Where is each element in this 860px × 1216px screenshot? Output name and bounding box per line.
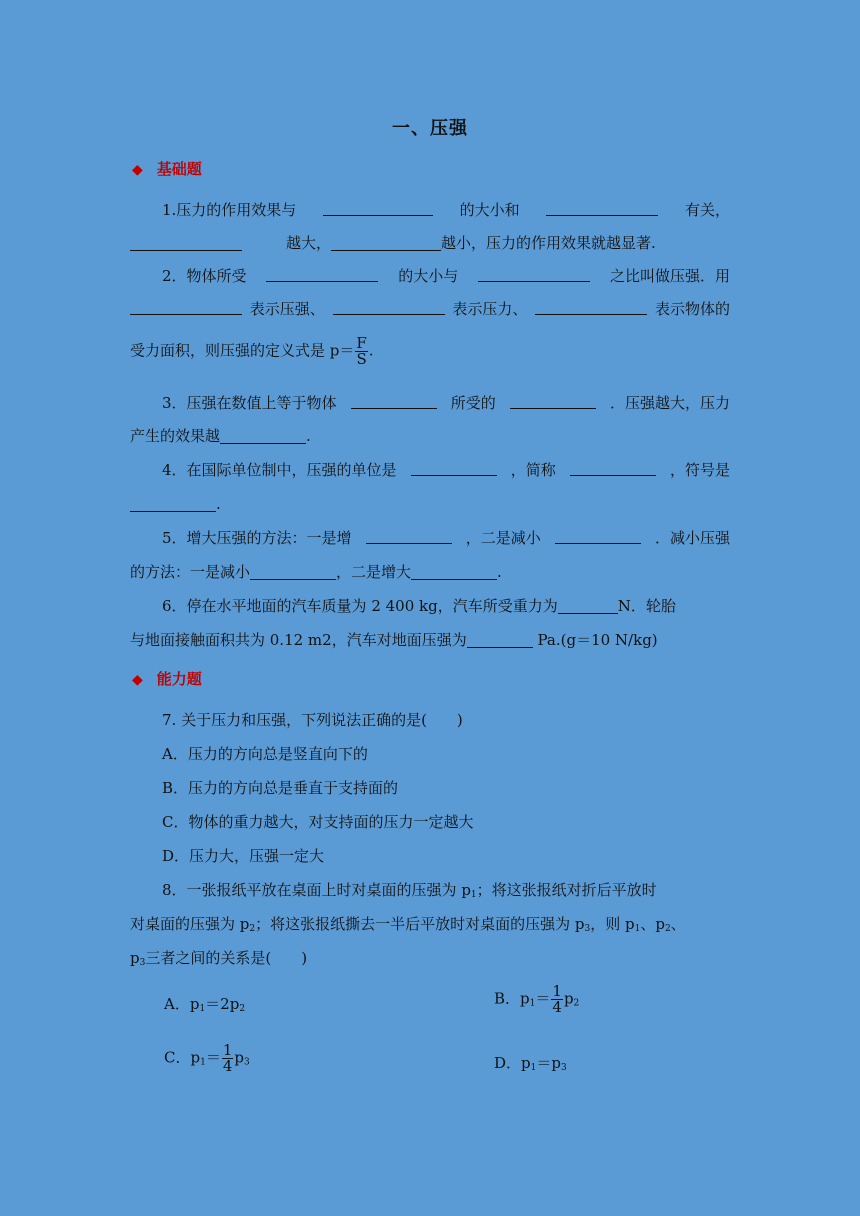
q6-text-d: Pa.(g＝10 N/kg) bbox=[532, 631, 658, 649]
q6-blank-1[interactable] bbox=[558, 597, 618, 614]
q2-text-h: . bbox=[368, 341, 374, 360]
q4-text-c: ，符号是 bbox=[669, 461, 730, 479]
q2-blank-1[interactable] bbox=[266, 265, 378, 282]
q4-text-a: 4．在国际单位制中，压强的单位是 bbox=[162, 461, 397, 479]
subscript: 1 bbox=[530, 1063, 537, 1073]
q7-option-c[interactable]: C．物体的重力越大，对支持面的压力一定越大 bbox=[162, 813, 474, 831]
diamond-bullet-icon: ◆ bbox=[132, 672, 143, 688]
q8-text: ；将这张报纸撕去一半后平放时对桌面的压强为 p bbox=[255, 915, 585, 933]
q3-line1 bbox=[162, 392, 730, 414]
page-title: 一、压强 bbox=[392, 118, 468, 139]
q8-line3 bbox=[130, 947, 730, 974]
q1-blank-4[interactable] bbox=[331, 234, 441, 251]
q2-text-g: 受力面积，则压强的定义式是 p＝ bbox=[130, 341, 355, 360]
q8-text: ；将这张报纸对折后平放时 bbox=[476, 881, 657, 899]
q3-text-d: 产生的效果越 bbox=[130, 427, 221, 445]
section-ability-label: 能力题 bbox=[156, 670, 202, 688]
q6-line2 bbox=[130, 629, 730, 651]
q8-option-text: D．p bbox=[494, 1054, 531, 1072]
q8-line1 bbox=[162, 879, 730, 906]
q8-option-b[interactable]: B．$p_1=$ $\frac{1}{4}$ $p_2$ bbox=[494, 982, 580, 1016]
q8-option-text: A．p bbox=[164, 995, 200, 1013]
q6-text-a: 6．停在水平地面的汽车质量为 2 400 kg，汽车所受重力为 bbox=[162, 597, 558, 615]
fraction-numerator: 1 bbox=[552, 982, 562, 1000]
subscript: 1 bbox=[470, 890, 477, 900]
q8-option-text: ＝p bbox=[536, 1054, 561, 1072]
q8-text: 三者之间的关系是( ) bbox=[145, 949, 308, 967]
q8-text: ，则 p bbox=[590, 915, 635, 933]
q2-blank-5[interactable] bbox=[535, 298, 647, 315]
q6-blank-2[interactable] bbox=[467, 631, 533, 648]
q3-text-a: 3．压强在数值上等于物体 bbox=[162, 394, 337, 412]
fraction-denominator: 4 bbox=[222, 1057, 233, 1075]
formula-fraction bbox=[355, 336, 367, 367]
subscript: 1 bbox=[200, 1057, 206, 1068]
q3-line2 bbox=[130, 425, 730, 447]
fraction-numerator: 1 bbox=[222, 1041, 233, 1059]
q2-blank-3[interactable] bbox=[130, 298, 242, 315]
fraction-denominator: S bbox=[356, 350, 367, 368]
q8-option-text: ＝ bbox=[535, 989, 551, 1008]
q5-text-c: ．减小压强 bbox=[654, 529, 730, 547]
q8-option-d[interactable] bbox=[494, 1052, 567, 1073]
q2-text-f: 表示物体的 bbox=[654, 300, 730, 318]
q7-option-d[interactable]: D．压力大，压强一定大 bbox=[162, 847, 325, 865]
q3-text-c: ．压强越大，压力 bbox=[609, 394, 730, 412]
q5-blank-4[interactable] bbox=[411, 563, 497, 580]
fraction bbox=[222, 1043, 234, 1074]
subscript: 2 bbox=[249, 924, 256, 934]
q5-text-e: ，二是增大 bbox=[336, 563, 412, 581]
q1-text-c: 有关， bbox=[684, 201, 730, 219]
section-basic-label: 基础题 bbox=[156, 160, 202, 178]
q8-text: 、p bbox=[640, 915, 665, 933]
q1-text-e: 越小，压力的作用效果就越显著. bbox=[441, 234, 656, 252]
q7-option-b[interactable]: B．压力的方向总是垂直于支持面的 bbox=[162, 779, 399, 797]
q6-line1 bbox=[162, 595, 730, 617]
q4-blank-3[interactable] bbox=[130, 495, 216, 512]
q8-option-text: ＝2p bbox=[205, 995, 240, 1013]
q5-blank-1[interactable] bbox=[366, 527, 452, 544]
q1-text-b: 的大小和 bbox=[459, 201, 520, 219]
q5-text-f: . bbox=[497, 563, 502, 581]
q4-blank-2[interactable] bbox=[570, 459, 656, 476]
q2-line2 bbox=[130, 298, 730, 320]
q3-blank-1[interactable] bbox=[351, 392, 437, 409]
q5-blank-2[interactable] bbox=[555, 527, 641, 544]
q8-text: 8．一张报纸平放在桌面上时对桌面的压强为 p bbox=[162, 881, 471, 899]
q2-line1 bbox=[162, 265, 730, 287]
subscript: 1 bbox=[199, 1004, 206, 1014]
q3-blank-2[interactable] bbox=[510, 392, 596, 409]
q5-text-a: 5．增大压强的方法：一是增 bbox=[162, 529, 352, 547]
q8-option-a[interactable] bbox=[164, 993, 245, 1014]
q2-text-b: 的大小与 bbox=[398, 267, 459, 285]
subscript: 3 bbox=[584, 924, 591, 934]
subscript: 2 bbox=[573, 998, 580, 1009]
q7-stem: 7. 关于压力和压强，下列说法正确的是( ) bbox=[162, 711, 463, 729]
subscript: 3 bbox=[560, 1063, 567, 1073]
q1-blank-2[interactable] bbox=[546, 199, 658, 216]
q8-option-text: ＝ bbox=[205, 1048, 221, 1067]
subscript: 2 bbox=[664, 924, 671, 934]
q2-line3 bbox=[130, 336, 730, 367]
q8-option-text: B．p bbox=[494, 989, 530, 1008]
q2-text-c: 之比叫做压强．用 bbox=[609, 267, 730, 285]
fraction-denominator: 4 bbox=[552, 998, 562, 1016]
q2-text-e: 表示压力、 bbox=[452, 300, 528, 318]
subscript: 3 bbox=[139, 958, 146, 968]
q1-blank-3[interactable] bbox=[130, 234, 242, 251]
q4-line1 bbox=[162, 459, 730, 481]
fraction bbox=[551, 984, 563, 1015]
q8-option-text: C．p bbox=[164, 1048, 201, 1067]
q3-text-b: 所受的 bbox=[450, 394, 496, 412]
q5-line1 bbox=[162, 527, 730, 549]
q7-option-a[interactable]: A．压力的方向总是竖直向下的 bbox=[162, 745, 368, 763]
q8-option-c[interactable]: C．$p_1=$ $\frac{1}{4}$ $p_3$ bbox=[164, 1041, 250, 1075]
q2-blank-2[interactable] bbox=[478, 265, 590, 282]
q3-text-e: . bbox=[306, 427, 311, 445]
q8-text: 、 bbox=[670, 915, 686, 933]
q8-text: 对桌面的压强为 p bbox=[130, 915, 250, 933]
q1-text-d: 越大， bbox=[286, 234, 332, 252]
subscript: 3 bbox=[244, 1057, 250, 1068]
section-ability bbox=[132, 668, 202, 689]
q1-line2 bbox=[130, 232, 730, 254]
q4-text-b: ，简称 bbox=[510, 461, 556, 479]
q6-text-b: N．轮胎 bbox=[617, 597, 676, 615]
q8-line2 bbox=[130, 913, 730, 940]
diamond-bullet-icon: ◆ bbox=[132, 162, 143, 178]
q2-text-d: 表示压强、 bbox=[249, 300, 325, 318]
q5-blank-3[interactable] bbox=[250, 563, 336, 580]
q1-line1 bbox=[162, 199, 730, 221]
q5-text-d: 的方法：一是减小 bbox=[130, 563, 251, 581]
subscript: 2 bbox=[239, 1004, 246, 1014]
q1-text-a: 1.压力的作用效果与 bbox=[162, 201, 297, 219]
q6-text-c: 与地面接触面积共为 0.12 m2，汽车对地面压强为 bbox=[130, 631, 467, 649]
fraction-numerator: F bbox=[356, 334, 367, 352]
section-basic bbox=[132, 158, 202, 179]
q4-blank-1[interactable] bbox=[411, 459, 497, 476]
q2-text-a: 2．物体所受 bbox=[162, 267, 247, 285]
q4-line2 bbox=[130, 493, 730, 515]
q5-text-b: ，二是减小 bbox=[465, 529, 541, 547]
q1-blank-1[interactable] bbox=[323, 199, 433, 216]
q8-text: p bbox=[130, 949, 140, 967]
q2-blank-4[interactable] bbox=[333, 298, 445, 315]
subscript: 1 bbox=[529, 998, 536, 1009]
subscript: 1 bbox=[634, 924, 641, 934]
q3-blank-3[interactable] bbox=[220, 427, 306, 444]
q5-line2 bbox=[130, 561, 730, 583]
q4-text-d: . bbox=[216, 495, 221, 513]
